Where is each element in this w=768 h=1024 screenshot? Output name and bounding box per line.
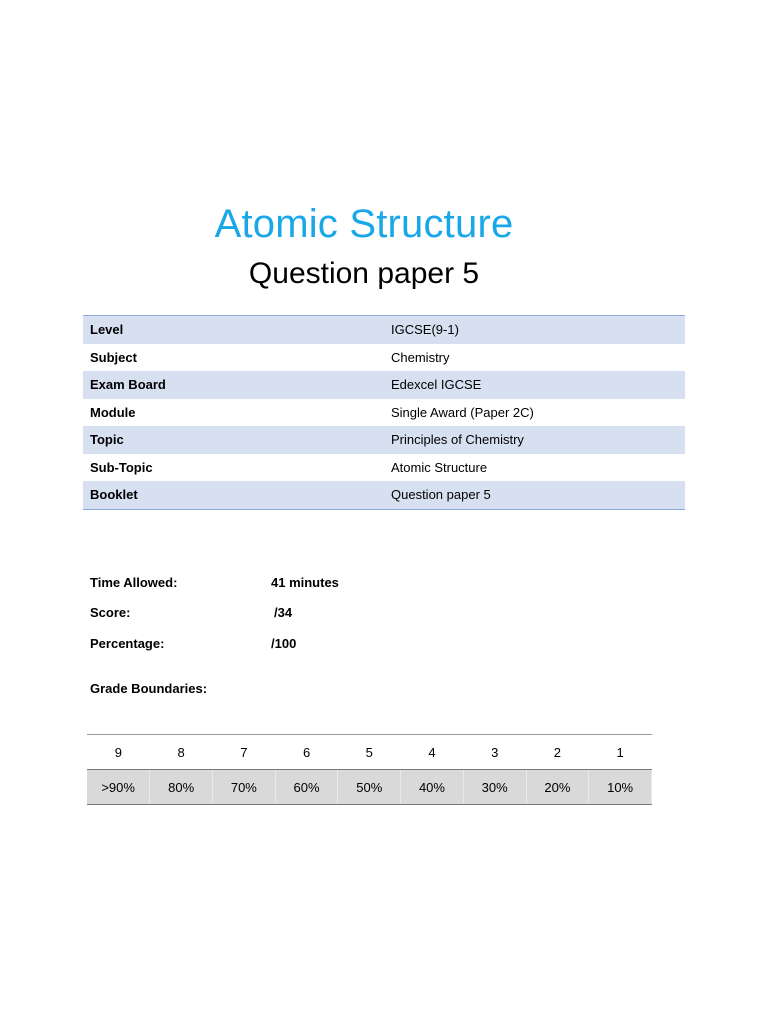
percentage-cell: 80% (150, 770, 213, 805)
grade-boundaries-table (87, 734, 652, 805)
percentage-cell: >90% (87, 770, 150, 805)
info-value: Atomic Structure (391, 459, 488, 475)
info-row-sub-topic (83, 454, 685, 482)
grade-cell: 4 (401, 735, 464, 770)
percentage-cell: 60% (275, 770, 338, 805)
percentage-cell: 50% (338, 770, 401, 805)
document-subtitle: Question paper 5 (248, 257, 480, 290)
grade-cell: 7 (213, 735, 276, 770)
info-key: Module (90, 404, 136, 420)
info-key: Level (83, 316, 384, 344)
grade-cell: 5 (338, 735, 401, 770)
info-row-module (83, 399, 685, 427)
grade-boundaries-label: Grade Boundaries: (90, 681, 208, 696)
grade-cell: 3 (463, 735, 526, 770)
time-allowed-label: Time Allowed: (90, 575, 178, 590)
info-row-level (83, 316, 685, 344)
info-value: Question paper 5 (384, 481, 685, 509)
info-value: IGCSE(9-1) (384, 316, 685, 344)
info-value: Chemistry (391, 349, 450, 365)
info-key: Subject (90, 349, 137, 365)
percentage-cell: 20% (526, 770, 589, 805)
info-row-subject (83, 344, 685, 372)
info-key: Booklet (83, 481, 384, 509)
grade-cell: 1 (589, 735, 652, 770)
info-value: Single Award (Paper 2C) (391, 404, 534, 420)
percentage-value: /100 (271, 636, 297, 651)
percentage-cell: 10% (589, 770, 652, 805)
info-row-booklet (83, 481, 685, 509)
percentage-cell: 40% (401, 770, 464, 805)
info-row-topic (83, 426, 685, 454)
info-key: Sub-Topic (90, 459, 153, 475)
grade-row (87, 735, 652, 770)
percentage-cell: 30% (463, 770, 526, 805)
info-value: Edexcel IGCSE (384, 371, 685, 399)
time-allowed-value: 41 minutes (271, 575, 339, 590)
score-label: Score: (90, 605, 131, 620)
info-table (83, 315, 685, 510)
document-title: Atomic Structure (214, 202, 514, 246)
info-key: Exam Board (83, 371, 384, 399)
info-key: Topic (83, 426, 384, 454)
info-value: Principles of Chemistry (384, 426, 685, 454)
percentage-cell: 70% (213, 770, 276, 805)
grade-cell: 2 (526, 735, 589, 770)
grade-cell: 8 (150, 735, 213, 770)
score-value: /34 (274, 605, 293, 620)
percentage-row (87, 770, 652, 805)
grade-cell: 9 (87, 735, 150, 770)
grade-cell: 6 (275, 735, 338, 770)
info-row-exam-board (83, 371, 685, 399)
percentage-label: Percentage: (90, 636, 165, 651)
